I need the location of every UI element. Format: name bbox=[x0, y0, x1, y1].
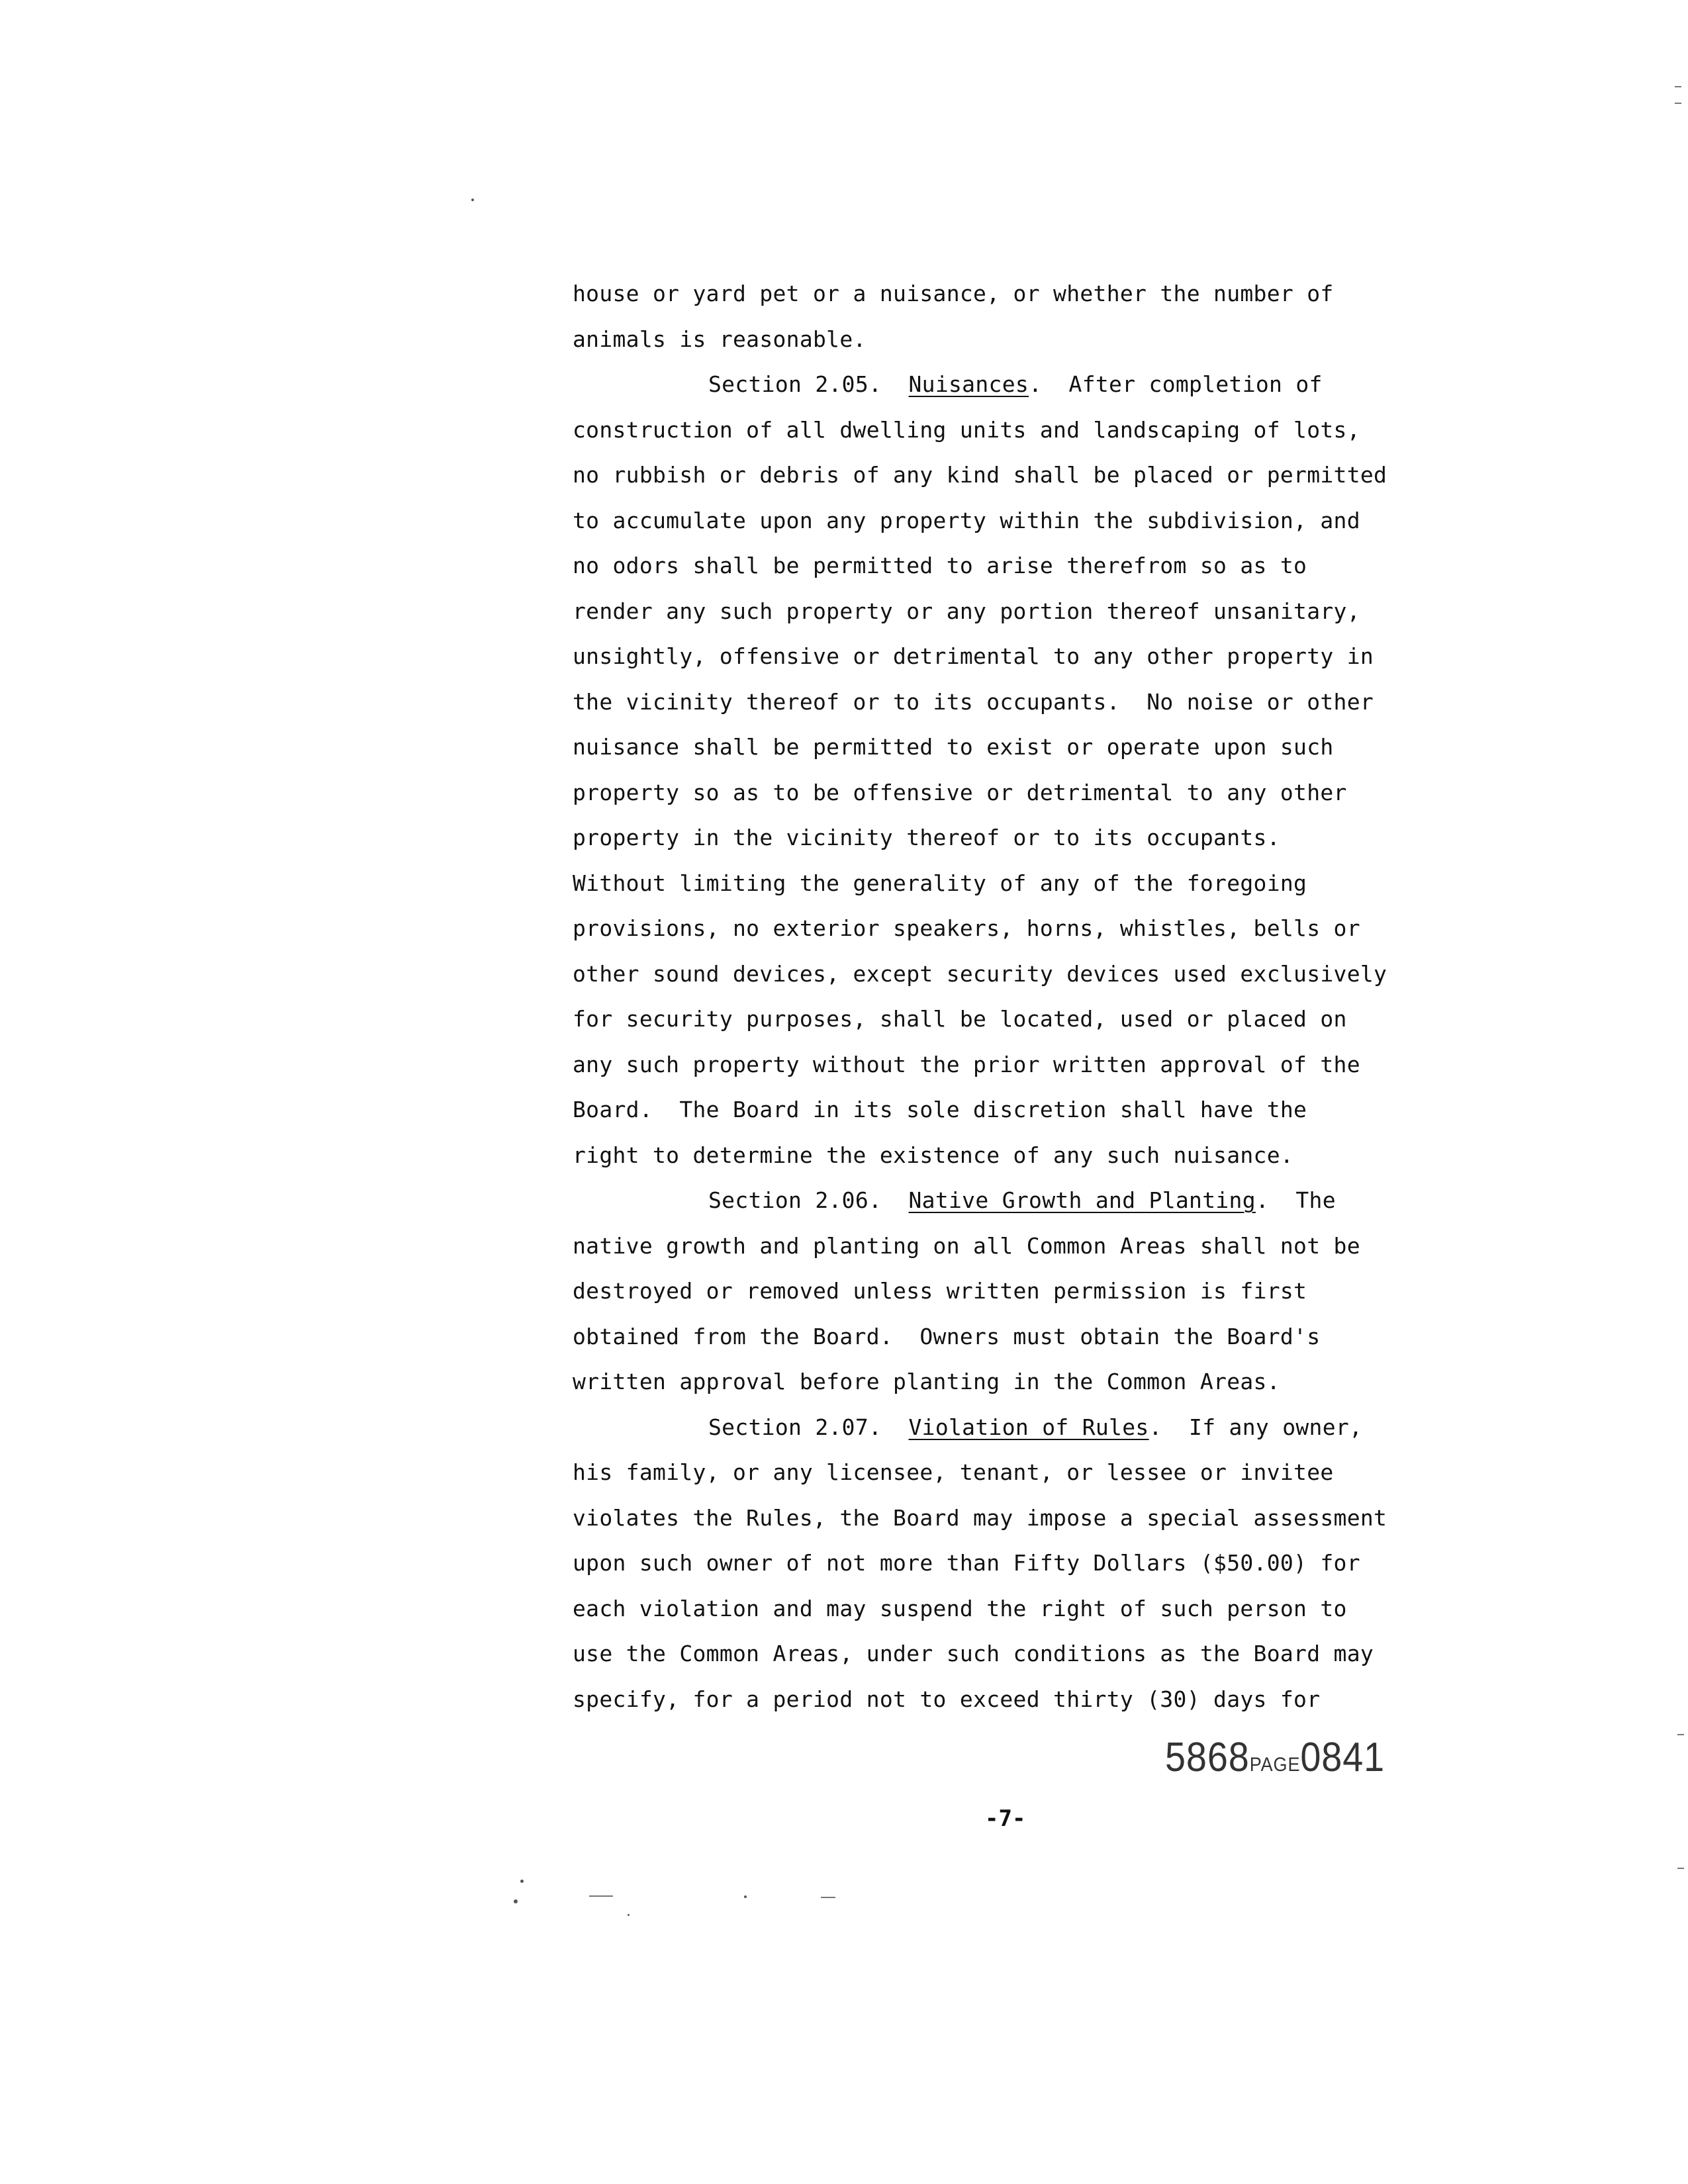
text-line: to accumulate upon any property within the subdivision, and bbox=[573, 507, 1360, 533]
text-line: unsightly, offensive or detrimental to any other property in bbox=[573, 643, 1374, 669]
scan-mark bbox=[589, 1895, 613, 1897]
text-line: animals is reasonable. bbox=[573, 326, 867, 352]
text-line: nuisance shall be permitted to exist or operate upon such bbox=[573, 734, 1334, 760]
text-line: upon such owner of not more than Fifty Dollars ($50.00) for bbox=[573, 1550, 1360, 1576]
text-line: any such property without the prior written approval of the bbox=[573, 1051, 1360, 1077]
text-line: each violation and may suspend the right of such person to bbox=[573, 1595, 1347, 1621]
text-line: use the Common Areas, under such conditions as the Board may bbox=[573, 1641, 1374, 1666]
scan-mark bbox=[821, 1897, 835, 1898]
text-line: written approval before planting in the Common Areas. bbox=[573, 1369, 1280, 1394]
text-line: obtained from the Board. Owners must obtain the Board's bbox=[573, 1323, 1321, 1349]
section-lead-text: . After completion of bbox=[1029, 371, 1323, 397]
document-body bbox=[573, 271, 1427, 1722]
section-number: Section 2.05. bbox=[708, 371, 909, 397]
section-title: Nuisances bbox=[908, 371, 1029, 397]
scan-mark bbox=[1675, 103, 1681, 104]
section-number: Section 2.06. bbox=[708, 1187, 909, 1213]
text-line: property in the vicinity thereof or to its occupants. bbox=[573, 825, 1280, 850]
text-line: his family, or any licensee, tenant, or lessee or invitee bbox=[573, 1459, 1334, 1485]
section-title: Violation of Rules bbox=[908, 1414, 1149, 1440]
text-line: no rubbish or debris of any kind shall be placed or permitted bbox=[573, 462, 1387, 488]
text-line: no odors shall be permitted to arise therefrom so as to bbox=[573, 553, 1307, 578]
section-heading-line bbox=[573, 1405, 1427, 1451]
text-line: destroyed or removed unless written permission is first bbox=[573, 1278, 1307, 1304]
page-number: -7- bbox=[985, 1805, 1026, 1832]
section-number: Section 2.07. bbox=[708, 1414, 909, 1440]
section-heading-line bbox=[573, 1178, 1427, 1224]
text-line: right to determine the existence of any such nuisance. bbox=[573, 1142, 1294, 1168]
text-line: specify, for a period not to exceed thirty (30) days for bbox=[573, 1686, 1321, 1712]
section-lead-text: . The bbox=[1255, 1187, 1336, 1213]
text-line: native growth and planting on all Common Areas shall not be bbox=[573, 1232, 1360, 1259]
scan-mark bbox=[1675, 86, 1681, 87]
text-line: for security purposes, shall be located, used or placed on bbox=[573, 1006, 1347, 1032]
section-lead-text: . If any owner, bbox=[1149, 1414, 1363, 1440]
text-line: violates the Rules, the Board may impose a special assessment bbox=[573, 1504, 1387, 1531]
text-line: house or yard pet or a nuisance, or whether the number of bbox=[573, 281, 1334, 306]
text-line: construction of all dwelling units and landscaping of lots, bbox=[573, 416, 1360, 443]
text-line: Board. The Board in its sole discretion shall have the bbox=[573, 1097, 1307, 1122]
scan-speck bbox=[471, 199, 474, 201]
section-heading-line bbox=[573, 362, 1427, 408]
scan-speck bbox=[628, 1914, 630, 1916]
text-line: other sound devices, except security devices used exclusively bbox=[573, 960, 1387, 987]
recording-stamp bbox=[1165, 1734, 1385, 1781]
stamp-page: 0841 bbox=[1300, 1735, 1385, 1780]
scan-speck bbox=[744, 1895, 747, 1898]
scan-speck bbox=[520, 1880, 524, 1883]
stamp-separator: PAGE bbox=[1249, 1754, 1301, 1776]
scan-speck bbox=[514, 1899, 518, 1903]
scan-mark bbox=[1677, 1734, 1684, 1735]
text-line: property so as to be offensive or detrimental to any other bbox=[573, 779, 1347, 805]
text-line: Without limiting the generality of any of the foregoing bbox=[573, 870, 1307, 896]
text-line: provisions, no exterior speakers, horns, whistles, bells or bbox=[573, 915, 1360, 941]
scan-mark bbox=[1677, 1868, 1684, 1869]
text-line: the vicinity thereof or to its occupants. No noise or other bbox=[573, 688, 1374, 715]
text-line: render any such property or any portion thereof unsanitary, bbox=[573, 598, 1360, 624]
stamp-book: 5868 bbox=[1165, 1735, 1250, 1780]
section-title: Native Growth and Planting bbox=[908, 1187, 1256, 1213]
